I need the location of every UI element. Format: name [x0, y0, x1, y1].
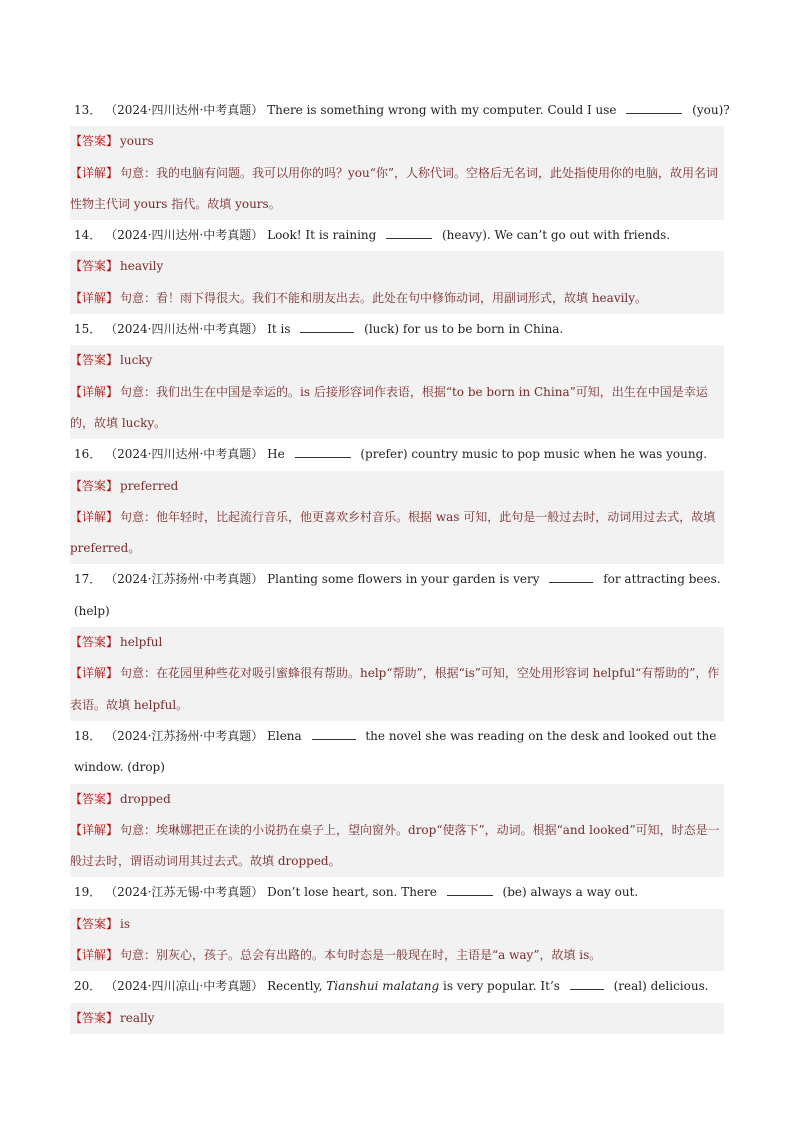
answer-value: lucky [120, 353, 153, 368]
explanation-tag: 【详解】 [70, 666, 119, 681]
explanation-16 [70, 502, 724, 565]
answer-tag: 【答案】 [70, 791, 119, 806]
answer-blank [295, 445, 351, 458]
question-text: Planting some flowers in your garden is very [267, 572, 540, 587]
question-source: （2024·四川达州·中考真题） [105, 228, 264, 243]
answer-blank [386, 226, 432, 239]
question-number: 15． [74, 322, 102, 337]
question-text: (luck) for us to be born in China. [364, 322, 564, 337]
question-text-italic: Tianshui malatang [326, 979, 440, 994]
explanation-13 [70, 158, 724, 221]
answer-tag: 【答案】 [70, 478, 119, 493]
question-text: Don’t lose heart, son. There [267, 885, 437, 900]
question-number: 19． [74, 885, 102, 900]
answer-tag: 【答案】 [70, 635, 119, 650]
explanation-text: 句意：他年轻时，比起流行音乐，他更喜欢乡村音乐。根据 was 可知，此句是一般过去时，动词用过去式，故填 preferred。 [70, 509, 716, 556]
question-text: There is something wrong with my computer. Could I use [267, 103, 617, 117]
question-text: (be) always a way out. [502, 885, 639, 900]
explanation-tag: 【详解】 [70, 509, 119, 524]
question-source: （2024·四川凉山·中考真题） [105, 979, 264, 994]
explanation-tag: 【详解】 [70, 165, 119, 180]
answer-tag: 【答案】 [70, 259, 119, 274]
answer-blank [570, 977, 604, 990]
question-16 [70, 439, 724, 470]
answer-blank [549, 570, 593, 583]
question-text: Look! It is raining [267, 228, 377, 243]
explanation-text: 句意：埃琳娜把正在读的小说扔在桌子上，望向窗外。drop“使落下”，动词。根据“and looked”可知，时态是一般过去时，谓语动词用其过去式。故填 dropped。 [70, 822, 720, 869]
explanation-tag: 【详解】 [70, 948, 119, 963]
answer-blank [312, 727, 356, 740]
question-source: （2024·江苏扬州·中考真题） [105, 728, 264, 743]
question-number: 16． [74, 447, 102, 462]
question-source: （2024·四川达州·中考真题） [105, 447, 264, 462]
answer-value: yours [120, 134, 154, 149]
explanation-text: 句意：我们出生在中国是幸运的。is 后接形容词作表语，根据“to be born in China”可知，出生在中国是幸运的，故填 lucky。 [70, 384, 708, 430]
answer-tag: 【答案】 [70, 353, 119, 368]
exercise-list [70, 95, 730, 1034]
question-text: (real) delicious. [613, 979, 709, 994]
answer-value: preferred [120, 478, 179, 493]
answer-15 [70, 345, 724, 376]
question-20 [70, 971, 724, 1002]
explanation-18 [70, 815, 724, 878]
explanation-17 [70, 658, 724, 721]
answer-20 [70, 1003, 724, 1034]
explanation-text: 句意：在花园里种些花对吸引蜜蜂很有帮助。help“帮助”，根据“is”可知，空处用形容词 helpful“有帮助的”，作表语。故填 helpful。 [70, 666, 720, 712]
question-text: Recently, [267, 979, 323, 994]
explanation-text: 句意：别灰心，孩子。总会有出路的。本句时态是一般现在时，主语是“a way”，故填 is。 [120, 948, 602, 963]
question-text: (prefer) country music to pop music when he was young. [360, 447, 708, 462]
explanation-text: 句意：我的电脑有问题。我可以用你的吗？you“你”，人称代词。空格后无名词，此处指使用你的电脑，故用名词性物主代词 yours 指代。故填 yours。 [70, 165, 719, 211]
explanation-15 [70, 377, 724, 440]
answer-tag: 【答案】 [70, 1010, 119, 1025]
question-source: （2024·四川达州·中考真题） [105, 103, 264, 117]
answer-blank [447, 883, 493, 896]
answer-14 [70, 251, 724, 282]
answer-17 [70, 627, 724, 658]
question-text: It is [267, 322, 291, 337]
question-15 [70, 314, 724, 345]
question-text: He [267, 447, 285, 462]
question-14 [70, 220, 724, 251]
answer-tag: 【答案】 [70, 916, 119, 931]
question-source: （2024·江苏无锡·中考真题） [105, 885, 264, 900]
question-number: 17． [74, 572, 102, 587]
question-text: (you)? [692, 103, 730, 117]
question-number: 20． [74, 979, 102, 994]
question-number: 13． [74, 103, 102, 117]
question-13 [70, 95, 730, 126]
question-number: 14． [74, 228, 102, 243]
question-number: 18． [74, 728, 102, 743]
explanation-14 [70, 283, 724, 314]
answer-18 [70, 784, 724, 815]
question-text: is very popular. It’s [443, 979, 560, 994]
question-17 [70, 564, 724, 627]
answer-value: heavily [120, 259, 164, 274]
question-19 [70, 877, 724, 908]
question-text: (heavy). We can’t go out with friends. [441, 228, 671, 243]
explanation-text: 句意：看！雨下得很大。我们不能和朋友出去。此处在句中修饰动词，用副词形式，故填 heavily。 [120, 290, 648, 305]
answer-13 [70, 126, 724, 157]
question-18 [70, 721, 724, 784]
answer-tag: 【答案】 [70, 134, 119, 149]
answer-value: is [120, 916, 131, 931]
question-source: （2024·江苏扬州·中考真题） [105, 572, 264, 587]
answer-16 [70, 471, 724, 502]
question-text: Elena [267, 728, 302, 743]
answer-blank [626, 101, 682, 114]
explanation-tag: 【详解】 [70, 822, 119, 837]
answer-blank [300, 320, 354, 333]
explanation-tag: 【详解】 [70, 290, 119, 305]
answer-19 [70, 909, 724, 940]
answer-value: helpful [120, 635, 163, 650]
explanation-tag: 【详解】 [70, 384, 119, 399]
question-text: the novel she was reading on the desk and looked out the window. (drop) [74, 728, 717, 775]
answer-value: dropped [120, 791, 171, 806]
answer-value: really [120, 1010, 155, 1025]
explanation-19 [70, 940, 724, 971]
question-text: for attracting bees. (help) [74, 572, 721, 618]
question-source: （2024·四川达州·中考真题） [105, 322, 264, 337]
